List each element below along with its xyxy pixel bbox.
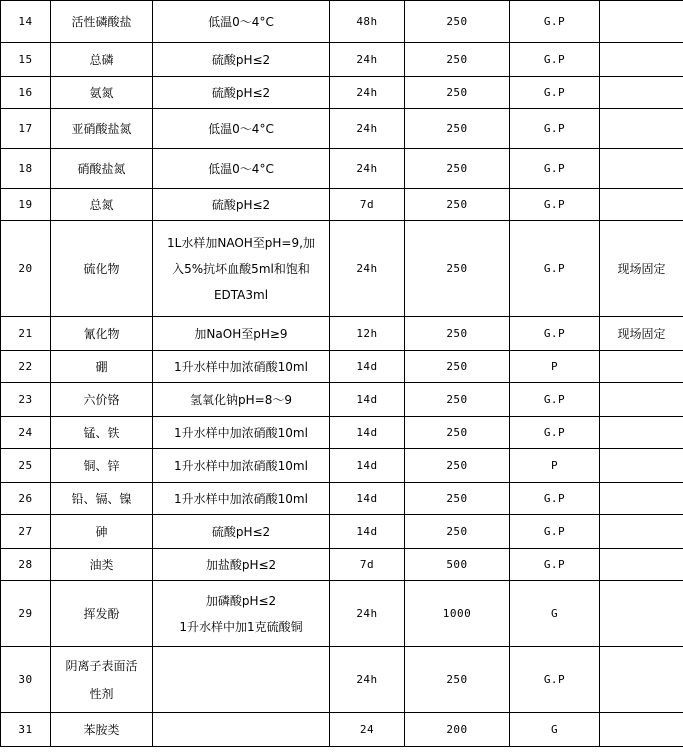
row-number: 31 (1, 713, 51, 747)
row-number: 16 (1, 77, 51, 109)
table-row (1, 351, 683, 383)
table-row (1, 383, 683, 417)
item-name: 砷 (51, 515, 153, 549)
sample-volume: 250 (405, 189, 510, 221)
holding-time: 24h (330, 647, 405, 713)
container-type: G.P (510, 1, 600, 43)
item-name: 六价铬 (51, 383, 153, 417)
row-number: 27 (1, 515, 51, 549)
item-name: 锰、铁 (51, 417, 153, 449)
remarks (600, 189, 683, 221)
preservation-method: 硫酸pH≤2 (153, 43, 330, 77)
preservation-method: 1升水样中加浓硝酸10ml (153, 449, 330, 483)
row-number: 23 (1, 383, 51, 417)
table-row (1, 515, 683, 549)
container-type: G (510, 581, 600, 647)
sample-volume: 250 (405, 77, 510, 109)
sample-volume: 500 (405, 549, 510, 581)
remarks (600, 383, 683, 417)
table-row (1, 77, 683, 109)
container-type: G.P (510, 383, 600, 417)
sample-volume: 250 (405, 647, 510, 713)
item-line: 阴离子表面活 (65, 658, 138, 673)
row-number: 28 (1, 549, 51, 581)
container-type: G.P (510, 647, 600, 713)
row-number: 26 (1, 483, 51, 515)
preservation-method: 低温0～4°C (153, 149, 330, 189)
sample-volume: 250 (405, 351, 510, 383)
remarks (600, 149, 683, 189)
preservation-method: 1升水样中加浓硝酸10ml (153, 417, 330, 449)
container-type: G.P (510, 77, 600, 109)
holding-time: 24 (330, 713, 405, 747)
preservation-method (153, 221, 330, 317)
remarks (600, 43, 683, 77)
container-type: G.P (510, 189, 600, 221)
holding-time: 7d (330, 549, 405, 581)
item-name: 硝酸盐氮 (51, 149, 153, 189)
sample-volume: 250 (405, 483, 510, 515)
table-row (1, 221, 683, 317)
sample-volume: 250 (405, 221, 510, 317)
sample-volume: 250 (405, 109, 510, 149)
preservation-method: 加盐酸pH≤2 (153, 549, 330, 581)
sample-volume: 200 (405, 713, 510, 747)
item-name: 苯胺类 (51, 713, 153, 747)
item-name (51, 647, 153, 713)
sample-volume: 250 (405, 417, 510, 449)
holding-time: 24h (330, 43, 405, 77)
holding-time: 14d (330, 515, 405, 549)
preservation-method (153, 647, 330, 713)
container-type: G.P (510, 43, 600, 77)
holding-time: 24h (330, 221, 405, 317)
row-number: 18 (1, 149, 51, 189)
container-type: G.P (510, 483, 600, 515)
holding-time: 14d (330, 449, 405, 483)
table-row (1, 317, 683, 351)
holding-time: 48h (330, 1, 405, 43)
item-name: 活性磷酸盐 (51, 1, 153, 43)
item-name: 铅、镉、镍 (51, 483, 153, 515)
item-name: 亚硝酸盐氮 (51, 109, 153, 149)
table-row (1, 189, 683, 221)
row-number: 20 (1, 221, 51, 317)
table-row (1, 549, 683, 581)
container-type: G.P (510, 515, 600, 549)
table-row (1, 43, 683, 77)
container-type: G.P (510, 417, 600, 449)
remarks (600, 713, 683, 747)
row-number: 17 (1, 109, 51, 149)
table-row (1, 483, 683, 515)
sample-volume: 250 (405, 383, 510, 417)
remarks: 现场固定 (600, 317, 683, 351)
preservation-method (153, 581, 330, 647)
row-number: 15 (1, 43, 51, 77)
holding-time: 24h (330, 109, 405, 149)
preservation-method: 低温0～4°C (153, 109, 330, 149)
table-row (1, 647, 683, 713)
item-line: 性剂 (89, 686, 114, 701)
item-name: 铜、锌 (51, 449, 153, 483)
row-number: 25 (1, 449, 51, 483)
item-name: 氨氮 (51, 77, 153, 109)
table-row (1, 449, 683, 483)
preservation-method: 低温0～4°C (153, 1, 330, 43)
container-type: G.P (510, 317, 600, 351)
sample-volume: 250 (405, 449, 510, 483)
row-number: 19 (1, 189, 51, 221)
row-number: 22 (1, 351, 51, 383)
table-row (1, 581, 683, 647)
remarks (600, 449, 683, 483)
container-type: G (510, 713, 600, 747)
table-row (1, 1, 683, 43)
preservation-method: 硫酸pH≤2 (153, 77, 330, 109)
container-type: G.P (510, 221, 600, 317)
item-name: 总磷 (51, 43, 153, 77)
method-line: 1L水样加NAOH至pH=9,加 (167, 235, 315, 250)
remarks (600, 581, 683, 647)
item-name: 硫化物 (51, 221, 153, 317)
row-number: 14 (1, 1, 51, 43)
remarks (600, 77, 683, 109)
remarks (600, 515, 683, 549)
row-number: 30 (1, 647, 51, 713)
method-line: 加磷酸pH≤2 (205, 593, 277, 608)
remarks (600, 647, 683, 713)
container-type: P (510, 449, 600, 483)
sample-volume: 250 (405, 317, 510, 351)
holding-time: 14d (330, 483, 405, 515)
preservation-method: 1升水样中加浓硝酸10ml (153, 483, 330, 515)
table-row (1, 713, 683, 747)
row-number: 29 (1, 581, 51, 647)
remarks (600, 109, 683, 149)
preservation-method: 加NaOH至pH≥9 (153, 317, 330, 351)
preservation-method (153, 713, 330, 747)
item-name: 氰化物 (51, 317, 153, 351)
sample-volume: 250 (405, 149, 510, 189)
remarks: 现场固定 (600, 221, 683, 317)
table-row (1, 109, 683, 149)
item-name: 挥发酚 (51, 581, 153, 647)
holding-time: 14d (330, 383, 405, 417)
sample-volume: 250 (405, 43, 510, 77)
preservation-method: 硫酸pH≤2 (153, 189, 330, 221)
holding-time: 12h (330, 317, 405, 351)
remarks (600, 549, 683, 581)
sample-volume: 250 (405, 515, 510, 549)
container-type: P (510, 351, 600, 383)
method-line: 1升水样中加1克硫酸铜 (179, 619, 303, 634)
holding-time: 14d (330, 351, 405, 383)
remarks (600, 417, 683, 449)
sample-volume: 250 (405, 1, 510, 43)
remarks (600, 351, 683, 383)
item-name: 油类 (51, 549, 153, 581)
holding-time: 7d (330, 189, 405, 221)
holding-time: 14d (330, 417, 405, 449)
item-name: 总氮 (51, 189, 153, 221)
row-number: 21 (1, 317, 51, 351)
preservation-method: 1升水样中加浓硝酸10ml (153, 351, 330, 383)
remarks (600, 1, 683, 43)
holding-time: 24h (330, 149, 405, 189)
preservation-method: 硫酸pH≤2 (153, 515, 330, 549)
method-line: EDTA3ml (213, 287, 269, 302)
sample-volume: 1000 (405, 581, 510, 647)
container-type: G.P (510, 109, 600, 149)
table-row (1, 417, 683, 449)
table-row (1, 149, 683, 189)
method-line: 入5%抗坏血酸5ml和饱和 (172, 261, 310, 276)
remarks (600, 483, 683, 515)
holding-time: 24h (330, 77, 405, 109)
preservation-method: 氢氧化钠pH=8～9 (153, 383, 330, 417)
row-number: 24 (1, 417, 51, 449)
item-name: 硼 (51, 351, 153, 383)
holding-time: 24h (330, 581, 405, 647)
container-type: G.P (510, 549, 600, 581)
container-type: G.P (510, 149, 600, 189)
